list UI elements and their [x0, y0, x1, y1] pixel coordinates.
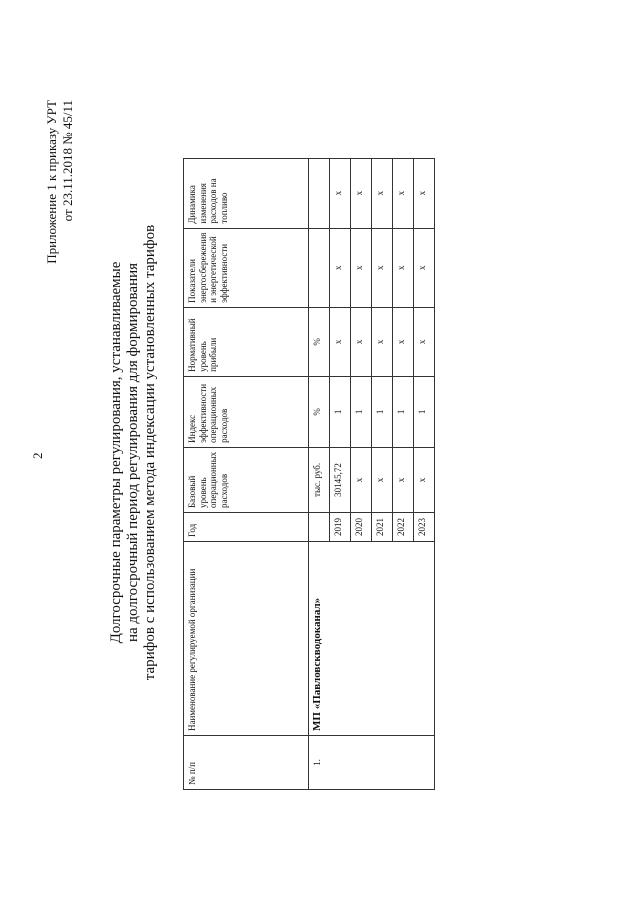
annex-line-2: от 23.11.2018 № 45/11 [60, 100, 75, 222]
cell-energy: х [351, 228, 372, 307]
header-number: № п/п [184, 736, 309, 790]
units-index: % [309, 376, 330, 447]
table-units-row [309, 158, 330, 789]
cell-year: 2019 [330, 513, 351, 542]
page-number: 2 [30, 452, 45, 459]
cell-profit: х [393, 307, 414, 376]
cell-energy: х [372, 228, 393, 307]
table-header-row [184, 158, 309, 789]
cell-index: 1 [330, 376, 351, 447]
units-energy-empty [309, 228, 330, 307]
cell-index: 1 [393, 376, 414, 447]
cell-profit: х [330, 307, 351, 376]
annex-line-1: Приложение 1 к приказу УРТ [44, 100, 59, 264]
units-fuel-empty [309, 158, 330, 228]
cell-fuel: х [414, 158, 435, 228]
title-line-1: Долгосрочные параметры регулирования, устанавливаемые [108, 261, 124, 644]
cell-base: х [351, 447, 372, 512]
cell-energy: х [414, 228, 435, 307]
cell-index: 1 [351, 376, 372, 447]
cell-base: х [414, 447, 435, 512]
header-profit-level: Нормативный уровень прибыли [184, 307, 309, 376]
cell-profit: х [351, 307, 372, 376]
units-profit: % [309, 307, 330, 376]
units-year-empty [309, 513, 330, 542]
title-line-2: на долгосрочный период регулирования для формирования [125, 262, 141, 643]
title-line-3: тарифов с использованием метода индексации установленных тарифов [142, 224, 158, 681]
header-base-level: Базовый уровень операционных расходов [184, 447, 309, 512]
header-organization: Наименование регулируемой организации [184, 542, 309, 736]
document-title [108, 0, 159, 905]
annex-reference [44, 100, 76, 264]
header-efficiency-index: Индекс эффективности операционных расходов [184, 376, 309, 447]
header-year: Год [184, 513, 309, 542]
organization-name-cell: МП «Павловскводоканал» [309, 542, 435, 736]
header-energy-saving: Показатели энергосбережения и энергетической эффективности [184, 228, 309, 307]
cell-base: 30145,72 [330, 447, 351, 512]
cell-base: х [372, 447, 393, 512]
cell-profit: х [414, 307, 435, 376]
cell-fuel: х [330, 158, 351, 228]
cell-base: х [393, 447, 414, 512]
cell-year: 2021 [372, 513, 393, 542]
header-fuel-dynamics: Динамика изменения расходов на топливо [184, 158, 309, 228]
units-base: тыс. руб. [309, 447, 330, 512]
cell-index: 1 [372, 376, 393, 447]
cell-year: 2022 [393, 513, 414, 542]
cell-year: 2020 [351, 513, 372, 542]
cell-fuel: х [393, 158, 414, 228]
row-number-cell: 1. [309, 736, 435, 790]
cell-fuel: х [372, 158, 393, 228]
cell-year: 2023 [414, 513, 435, 542]
parameters-table [183, 158, 435, 790]
cell-profit: х [372, 307, 393, 376]
cell-index: 1 [414, 376, 435, 447]
cell-energy: х [393, 228, 414, 307]
cell-fuel: х [351, 158, 372, 228]
cell-energy: х [330, 228, 351, 307]
